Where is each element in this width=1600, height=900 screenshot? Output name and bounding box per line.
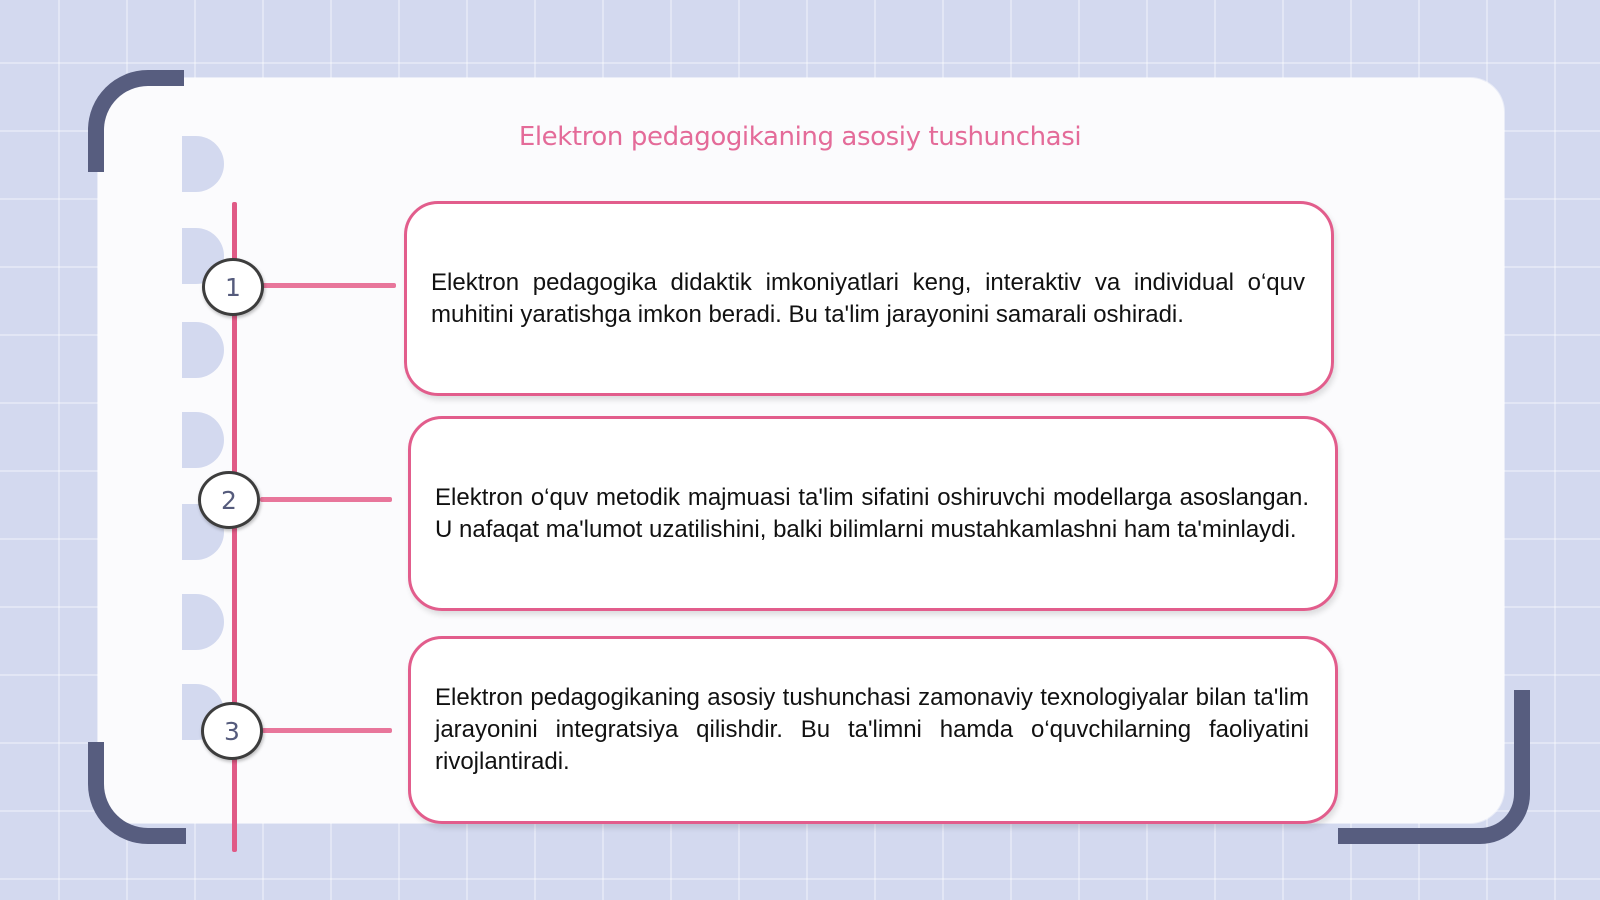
marker-number: 2 [221, 485, 237, 515]
timeline-connector [262, 283, 396, 288]
timeline-marker-2 [198, 471, 260, 529]
marker-number: 3 [224, 716, 240, 746]
sheet-hole [182, 322, 224, 378]
sheet-hole [182, 136, 224, 192]
sheet-hole [182, 594, 224, 650]
marker-number: 1 [225, 272, 241, 302]
corner-bracket-top-left [88, 70, 184, 172]
timeline-marker-3 [201, 702, 263, 760]
corner-bracket-bottom-left [88, 742, 186, 844]
card-text: Elektron o‘quv metodik majmuasi ta'lim sifatini oshiruvchi modellarga asoslangan. U nafaqat ma'lumot uzatilishini, balki bilimlarni mustahkamlashni ham ta'minlaydi. [435, 483, 1309, 543]
timeline-connector [260, 497, 392, 502]
card-text: Elektron pedagogikaning asosiy tushunchasi zamonaviy texnologiyalar bilan ta'lim jarayonini integratsiya qilishdir. Bu ta'limni hamda o‘quvchilarning faoliyatini rivojlantiradi. [435, 684, 1309, 775]
timeline-connector [262, 728, 392, 733]
timeline-marker-1 [202, 258, 264, 316]
timeline-card-1 [404, 201, 1334, 396]
corner-bracket-bottom-right [1338, 690, 1530, 844]
slide-title: Elektron pedagogikaning asosiy tushunchasi [518, 122, 1082, 152]
card-text: Elektron pedagogika didaktik imkoniyatlari keng, interaktiv va individual o‘quv muhitini yaratishga imkon beradi. Bu ta'lim jarayonini samarali oshiradi. [431, 268, 1305, 328]
timeline-card-3 [408, 636, 1338, 824]
timeline-card-2 [408, 416, 1338, 611]
sheet-hole [182, 412, 224, 468]
